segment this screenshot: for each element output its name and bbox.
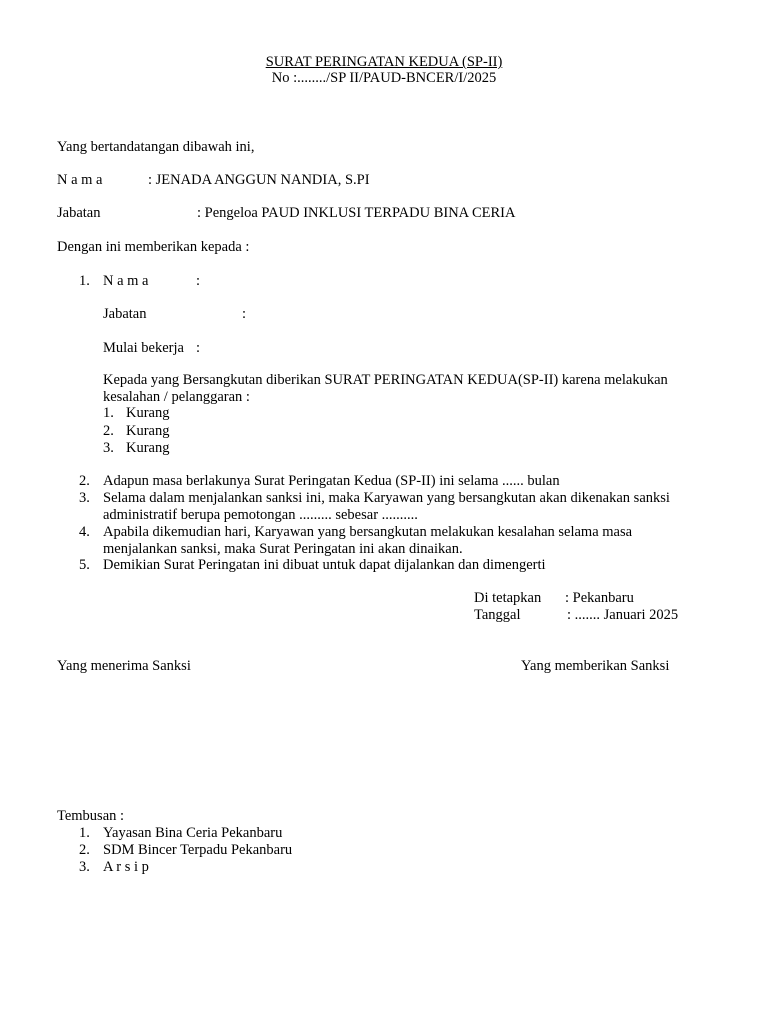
point-number: 4. [79, 524, 90, 540]
signatory-position-label: Jabatan [57, 205, 101, 221]
point-text-line-2: administratif berupa pemotongan ......... sebesar .......... [103, 507, 418, 523]
recipient-start-label: Mulai bekerja [103, 340, 184, 356]
given-to-text: Dengan ini memberikan kepada : [57, 239, 250, 255]
recipient-position-colon: : [242, 306, 247, 322]
point-number: 5. [79, 557, 90, 573]
signatory-name-label: N a m a [57, 172, 103, 188]
date-value: : ....... Januari 2025 [567, 607, 679, 623]
place-label: Di tetapkan [474, 590, 542, 606]
point-text: Adapun masa berlakunya Surat Peringatan Kedua (SP-II) ini selama ...... bulan [103, 473, 560, 489]
cc-item-text: SDM Bincer Terpadu Pekanbaru [103, 842, 293, 858]
place-value: : Pekanbaru [565, 590, 634, 606]
point-text: Demikian Surat Peringatan ini dibuat untuk dapat dijalankan dan dimengerti [103, 557, 546, 573]
point-text-line-2: menjalankan sanksi, maka Surat Peringatan ini akan dinaikan. [103, 541, 463, 557]
date-label: Tanggal [474, 607, 521, 623]
cc-item-text: Yayasan Bina Ceria Pekanbaru [103, 825, 283, 841]
reason-line-2: kesalahan / pelanggaran : [103, 389, 250, 405]
reason-item-text: Kurang [126, 423, 170, 439]
reason-item-text: Kurang [126, 405, 170, 421]
recipient-start-colon: : [196, 340, 201, 356]
reason-item-number: 2. [103, 423, 114, 439]
recipient-name-colon: : [196, 273, 201, 289]
giver-signature-label: Yang memberikan Sanksi [521, 658, 670, 674]
intro-text: Yang bertandatangan dibawah ini, [57, 139, 255, 155]
recipient-position-label: Jabatan [103, 306, 147, 322]
recipient-number: 1. [79, 273, 90, 289]
signatory-position-value: : Pengeloa PAUD INKLUSI TERPADU BINA CERIA [197, 205, 516, 221]
reason-item-number: 1. [103, 405, 114, 421]
cc-item-text: A r s i p [103, 859, 149, 875]
letter-title: SURAT PERINGATAN KEDUA (SP-II) [265, 54, 503, 70]
letter-number: No :......../SP II/PAUD-BNCER/I/2025 [271, 70, 497, 86]
point-text-line-1: Apabila dikemudian hari, Karyawan yang bersangkutan melakukan kesalahan selama masa [103, 524, 633, 540]
point-number: 3. [79, 490, 90, 506]
reason-item-text: Kurang [126, 440, 170, 456]
reason-line-1: Kepada yang Bersangkutan diberikan SURAT PERINGATAN KEDUA(SP-II) karena melakukan [103, 372, 668, 388]
reason-item-number: 3. [103, 440, 114, 456]
cc-title: Tembusan : [57, 808, 125, 824]
recipient-name-label: N a m a [103, 273, 149, 289]
cc-item-number: 1. [79, 825, 90, 841]
receiver-signature-label: Yang menerima Sanksi [57, 658, 191, 674]
signatory-name-value: : JENADA ANGGUN NANDIA, S.PI [148, 172, 370, 188]
cc-item-number: 3. [79, 859, 90, 875]
point-text-line-1: Selama dalam menjalankan sanksi ini, maka Karyawan yang bersangkutan akan dikenakan sanksi [103, 490, 670, 506]
cc-item-number: 2. [79, 842, 90, 858]
point-number: 2. [79, 473, 90, 489]
